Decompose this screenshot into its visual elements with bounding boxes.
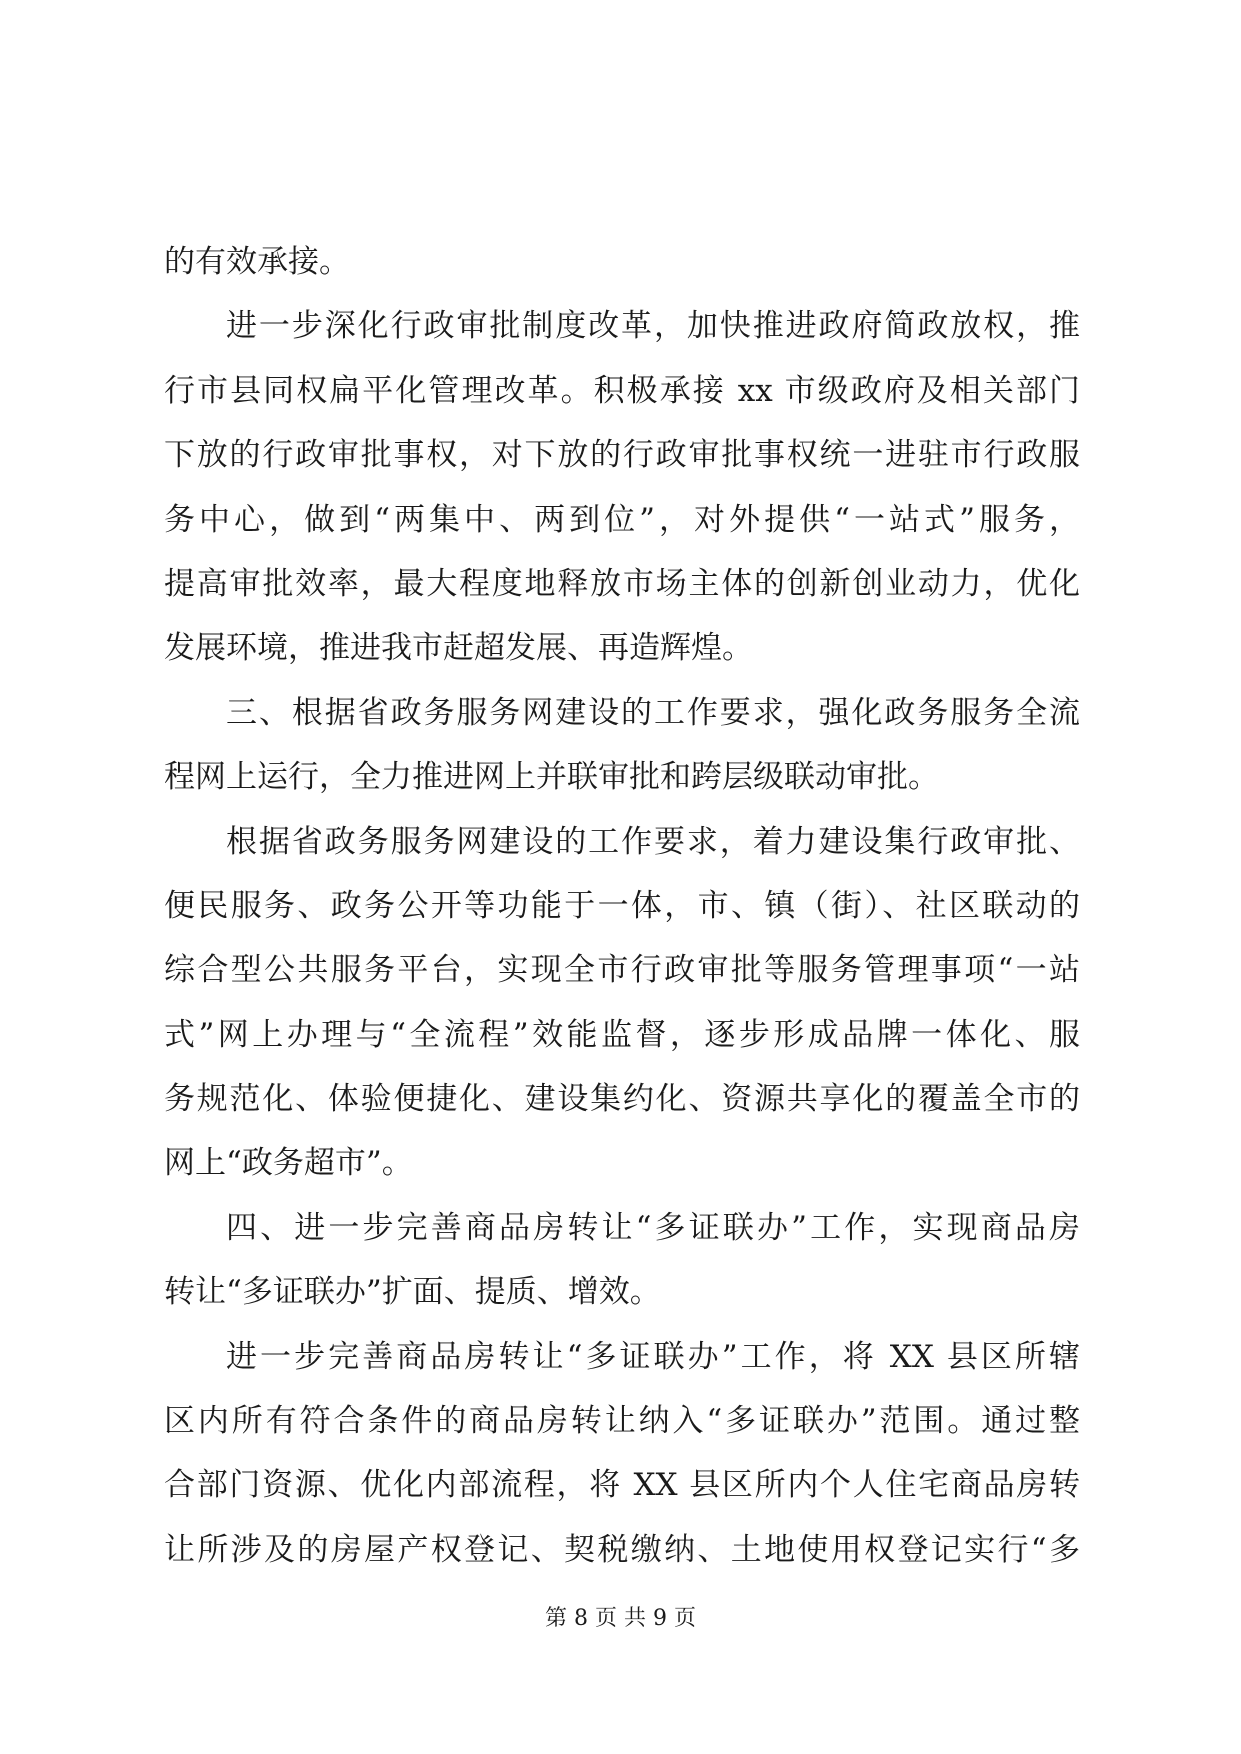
text-line: 综合型公共服务平台，实现全市行政审批等服务管理事项“一站 xyxy=(164,952,1080,989)
text-line: 式”网上办理与“全流程”效能监督，逐步形成品牌一体化、服 xyxy=(164,1016,1080,1053)
text-line: 下放的行政审批事权，对下放的行政审批事权统一进驻市行政服 xyxy=(164,437,1080,474)
text-line: 务规范化、体验便捷化、建设集约化、资源共享化的覆盖全市的 xyxy=(164,1081,1080,1118)
paragraph xyxy=(164,230,1080,294)
paragraph xyxy=(164,1196,1080,1325)
text-line: 进一步深化行政审批制度改革，加快推进政府简政放权，推 xyxy=(226,308,1080,345)
text-line: 合部门资源、优化内部流程，将 XX 县区所内个人住宅商品房转 xyxy=(164,1467,1080,1504)
page-footer xyxy=(0,1604,1241,1634)
text-line: 程网上运行，全力推进网上并联审批和跨层级联动审批。 xyxy=(164,759,939,796)
text-line: 转让“多证联办”扩面、提质、增效。 xyxy=(164,1274,661,1311)
text-line: 的有效承接。 xyxy=(164,244,350,280)
text-line: 四、进一步完善商品房转让“多证联办”工作，实现商品房 xyxy=(226,1209,1080,1246)
page-number-label: 第 8 页 共 9 页 xyxy=(545,1606,696,1631)
text-line: 发展环境，推进我市赶超发展、再造辉煌。 xyxy=(164,630,753,667)
text-line: 行市县同权扁平化管理改革。积极承接 xx 市级政府及相关部门 xyxy=(164,372,1080,409)
text-line: 便民服务、政务公开等功能于一体，市、镇（街）、社区联动的 xyxy=(164,887,1080,924)
paragraph xyxy=(164,1325,1080,1583)
text-line: 提高审批效率，最大程度地释放市场主体的创新创业动力，优化 xyxy=(164,565,1080,602)
text-line: 进一步完善商品房转让“多证联办”工作，将 XX 县区所辖 xyxy=(226,1338,1080,1375)
paragraph xyxy=(164,681,1080,810)
text-line: 务中心，做到“两集中、两到位”，对外提供“一站式”服务， xyxy=(164,501,1080,538)
text-line: 三、根据省政务服务网建设的工作要求，强化政务服务全流 xyxy=(226,694,1080,731)
document-body xyxy=(164,230,1080,1582)
text-line: 区内所有符合条件的商品房转让纳入“多证联办”范围。通过整 xyxy=(164,1403,1080,1440)
paragraph xyxy=(164,294,1080,680)
text-line: 网上“政务超市”。 xyxy=(164,1145,413,1182)
text-line: 让所涉及的房屋产权登记、契税缴纳、土地使用权登记实行“多 xyxy=(164,1531,1080,1568)
text-line: 根据省政务服务网建设的工作要求，着力建设集行政审批、 xyxy=(226,823,1080,860)
paragraph xyxy=(164,810,1080,1196)
